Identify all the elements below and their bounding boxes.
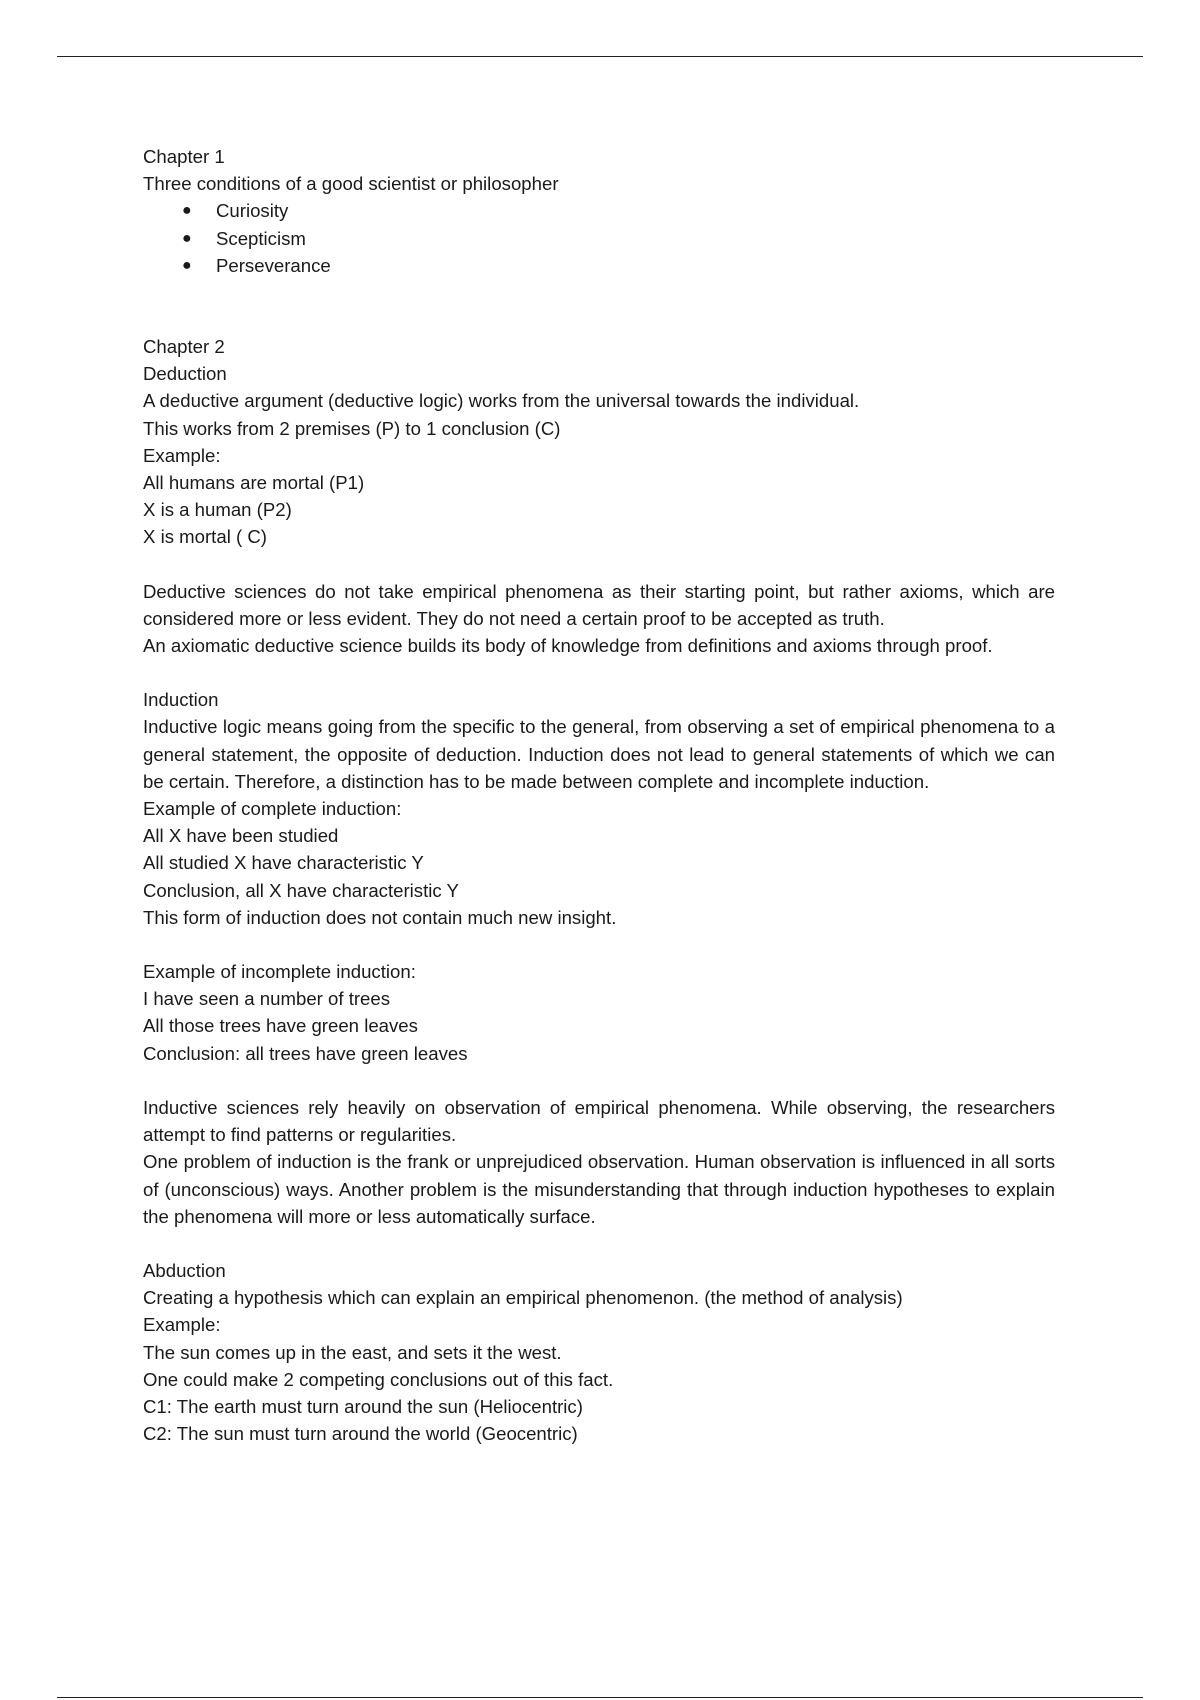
footer-rule xyxy=(57,1697,1143,1698)
incomplete-induction-line: I have seen a number of trees xyxy=(143,988,391,1010)
incomplete-induction-line: Example of incomplete induction: xyxy=(143,961,416,983)
bullet-icon: ● xyxy=(182,229,192,247)
abduction-line: C2: The sun must turn around the world (Geocentric) xyxy=(143,1423,578,1445)
complete-induction-line: All studied X have characteristic Y xyxy=(143,852,424,874)
abduction-heading: Abduction xyxy=(143,1259,226,1281)
complete-induction-line: This form of induction does not contain much new insight. xyxy=(143,906,617,928)
deduction-line: Example: xyxy=(143,444,221,466)
deduction-paragraph: Deductive sciences do not take empirical phenomena as their starting point, but rather axioms, which are considered more or less evident. They do not need a certain proof to be accepted as truth. xyxy=(143,580,1055,629)
list-item: ● Curiosity xyxy=(143,197,1055,224)
chapter-2-section xyxy=(143,333,1055,1447)
chapter-1-section xyxy=(143,143,1055,279)
chapter-1-subtitle: Three conditions of a good scientist or philosopher xyxy=(143,173,559,195)
bullet-icon: ● xyxy=(182,202,192,220)
induction-heading: Induction xyxy=(143,689,219,711)
deduction-line: X is a human (P2) xyxy=(143,499,292,521)
header-rule xyxy=(57,56,1143,57)
deduction-heading: Deduction xyxy=(143,363,227,385)
abduction-line: C1: The earth must turn around the sun (Heliocentric) xyxy=(143,1395,583,1417)
conditions-list xyxy=(143,197,1055,279)
deduction-line: This works from 2 premises (P) to 1 conclusion (C) xyxy=(143,417,561,439)
induction-paragraph: Inductive logic means going from the specific to the general, from observing a set of empirical phenomena to a general statement, the opposite of deduction. Induction does not lead to general statements of which we can be certain. Therefore, a distinction has to be made between complete and incomplete induction. xyxy=(143,716,1055,792)
incomplete-induction-line: Conclusion: all trees have green leaves xyxy=(143,1042,468,1064)
induction-paragraph: Inductive sciences rely heavily on observation of empirical phenomena. While observing, the researchers attempt to find patterns or regularities. xyxy=(143,1096,1055,1146)
list-item: ● Scepticism xyxy=(143,225,1055,252)
abduction-line: Creating a hypothesis which can explain an empirical phenomenon. (the method of analysis) xyxy=(143,1287,903,1309)
document-body xyxy=(143,143,1055,1447)
chapter-2-heading: Chapter 2 xyxy=(143,336,225,358)
chapter-1-heading: Chapter 1 xyxy=(143,146,225,167)
deduction-line: X is mortal ( C) xyxy=(143,526,267,548)
deduction-line: All humans are mortal (P1) xyxy=(143,472,365,494)
complete-induction-line: All X have been studied xyxy=(143,825,339,847)
list-item: ● Perseverance xyxy=(143,252,1055,279)
complete-induction-line: Example of complete induction: xyxy=(143,798,402,820)
bullet-icon: ● xyxy=(182,256,192,274)
deduction-line: A deductive argument (deductive logic) works from the universal towards the individual. xyxy=(143,390,860,412)
complete-induction-line: Conclusion, all X have characteristic Y xyxy=(143,879,459,901)
deduction-paragraph: An axiomatic deductive science builds its body of knowledge from definitions and axioms through proof. xyxy=(143,635,993,657)
abduction-line: The sun comes up in the east, and sets it the west. xyxy=(143,1341,562,1363)
incomplete-induction-line: All those trees have green leaves xyxy=(143,1015,418,1037)
induction-paragraph: One problem of induction is the frank or unprejudiced observation. Human observation is influenced in all sorts of (unconscious) ways. Another problem is the misunderstanding that through induction hypotheses to explain the phenomena will more or less automatically surface. xyxy=(143,1151,1055,1227)
abduction-line: One could make 2 competing conclusions out of this fact. xyxy=(143,1368,614,1390)
abduction-line: Example: xyxy=(143,1314,221,1336)
